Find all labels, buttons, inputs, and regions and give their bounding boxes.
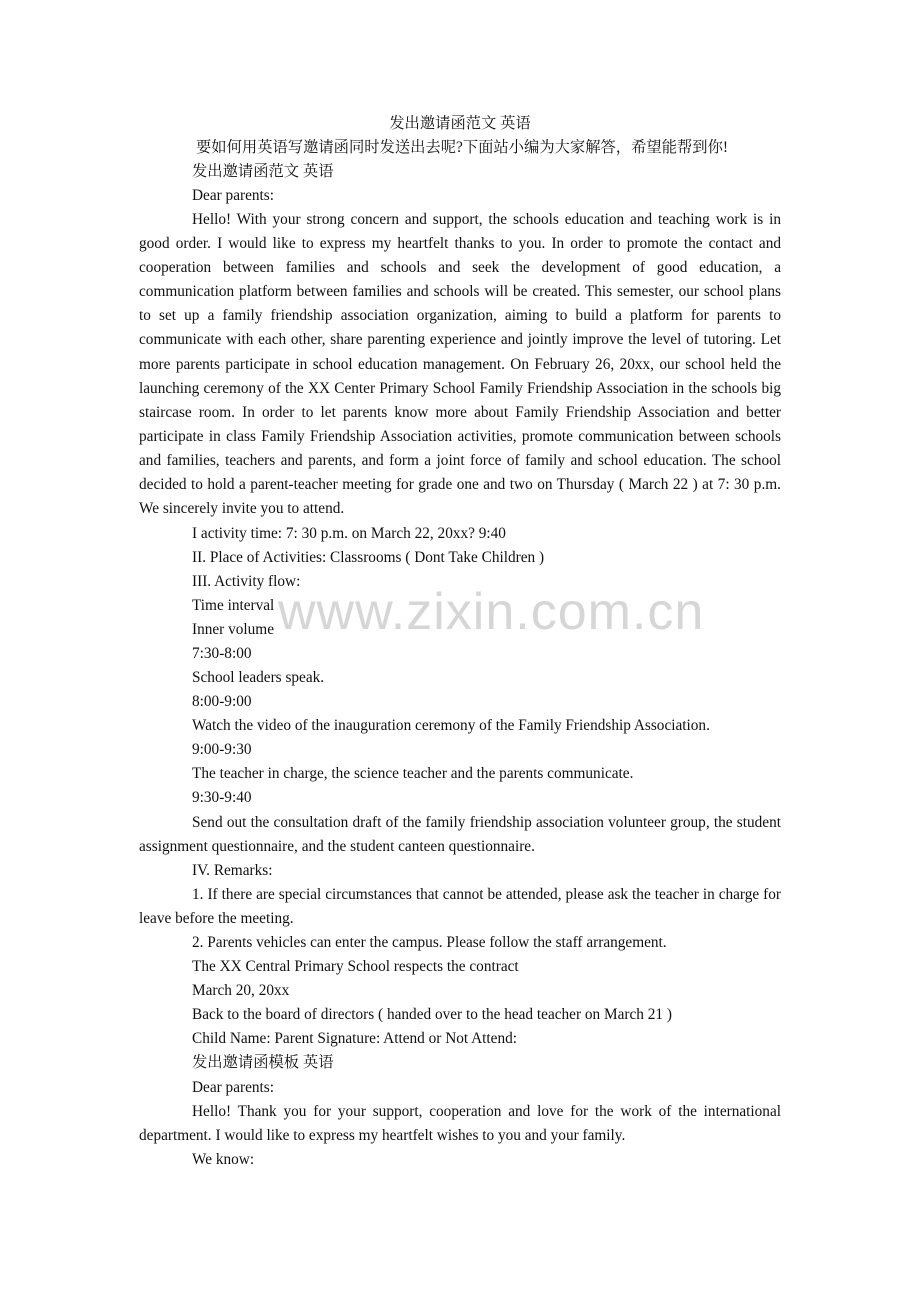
body-paragraph-1: Hello! With your strong concern and support, the schools education and teaching work is in good order. I would like to express my heartfelt thanks to you. In order to promote the contact and cooperation between families and schools and seek the development of good education, a communication platform between families and schools will be created. This semester, our school plans to set up a family friendship association organization, aiming to build a platform for parents to communicate with each other, share parenting experience and jointly improve the level of tutoring. Let more parents participate in school education management. On February 26, 20xx, our school held the launching ceremony of the XX Center Primary School Family Friendship Association in the schools big staircase room. In order to let parents know more about Family Friendship Association and better participate in class Family Friendship Association activities, promote communication between schools and families, teachers and parents, and form a joint force of family and school education. The school decided to hold a parent-teacher meeting for grade one and two on Thursday ( March 22 ) at 7: 30 p.m. We sincerely invite you to attend. [139, 211, 781, 518]
signoff: The XX Central Primary School respects the contract [192, 958, 519, 975]
activity-flow-heading: III. Activity flow: [192, 573, 301, 590]
watermark: www.zixin.com.cn [278, 583, 705, 641]
body-paragraph-2: Hello! Thank you for your support, cooperation and love for the work of the international department. I would like to express my heartfelt wishes to you and your family. [139, 1103, 781, 1145]
letter-date: March 20, 20xx [192, 982, 290, 999]
remark-1: 1. If there are special circumstances that cannot be attended, please ask the teacher in charge for leave before the meeting. [139, 886, 781, 928]
remark-2: 2. Parents vehicles can enter the campus. Please follow the staff arrangement. [192, 934, 667, 951]
reply-form-line: Child Name: Parent Signature: Attend or Not Attend: [192, 1030, 518, 1047]
activity-time: I activity time: 7: 30 p.m. on March 22, 20xx? 9:40 [192, 525, 506, 542]
flow-time-3: 9:00-9:30 [192, 741, 252, 758]
activity-place: II. Place of Activities: Classrooms ( Dont Take Children ) [192, 549, 545, 566]
section-heading-2: 发出邀请函模板 英语 [192, 1054, 334, 1071]
flow-time-1: 7:30-8:00 [192, 645, 252, 662]
greeting-1: Dear parents: [192, 187, 274, 204]
flow-time-2: 8:00-9:00 [192, 693, 252, 710]
flow-content-1: School leaders speak. [192, 669, 325, 686]
flow-content-4: Send out the consultation draft of the family friendship association volunteer group, the student assignment questionnaire, and the student canteen questionnaire. [139, 814, 781, 856]
closing-line: We know: [192, 1151, 255, 1168]
greeting-2: Dear parents: [192, 1079, 274, 1096]
flow-time-4: 9:30-9:40 [192, 789, 252, 806]
section-heading-1: 发出邀请函范文 英语 [192, 163, 334, 180]
intro-text: 要如何用英语写邀请函同时发送出去呢?下面站小编为大家解答，希望能帮到你! [196, 139, 728, 156]
flow-header-time: Time interval [192, 597, 275, 614]
flow-content-2: Watch the video of the inauguration ceremony of the Family Friendship Association. [192, 717, 710, 734]
return-note: Back to the board of directors ( handed over to the head teacher on March 21 ) [192, 1006, 672, 1023]
remarks-heading: IV. Remarks: [192, 862, 273, 879]
flow-header-content: Inner volume [192, 621, 274, 638]
flow-content-3: The teacher in charge, the science teacher and the parents communicate. [192, 765, 634, 782]
page-title: 发出邀请函范文 英语 [389, 115, 531, 132]
